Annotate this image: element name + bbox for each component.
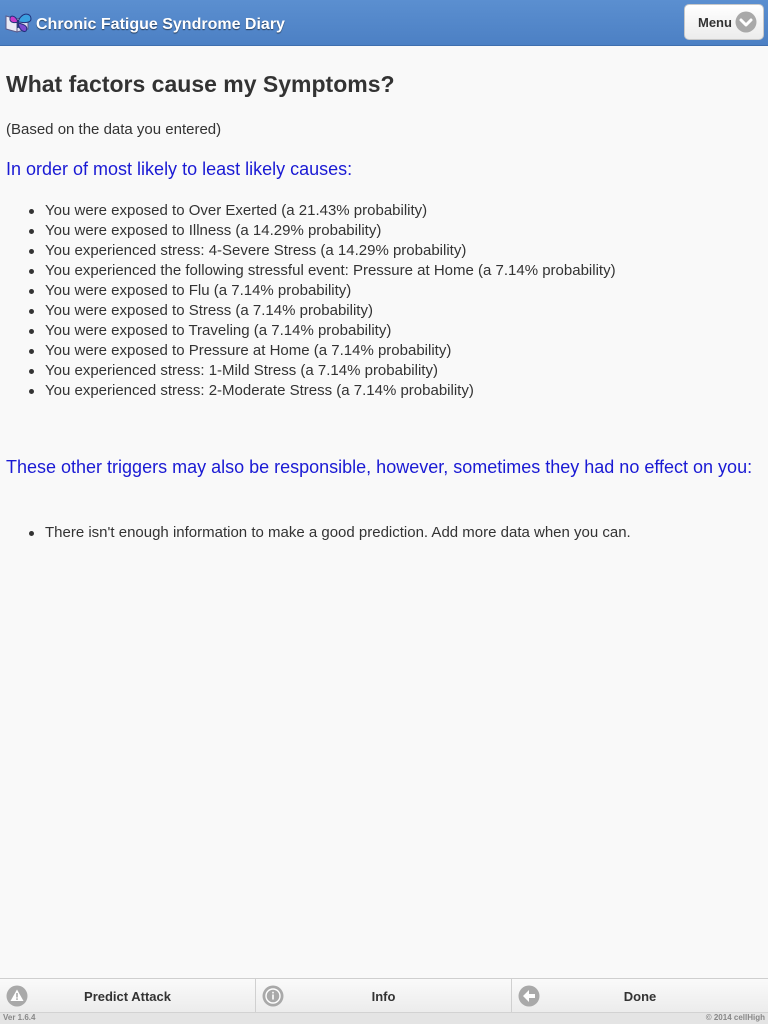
other-triggers-heading: These other triggers may also be responsible, however, sometimes they had no effect on you: [6, 457, 753, 477]
cause-item: You experienced stress: 4-Severe Stress (a 14.29% probability) [45, 241, 616, 261]
predict-attack-button[interactable] [0, 979, 256, 1013]
cause-item: You were exposed to Traveling (a 7.14% probability) [45, 321, 616, 341]
copyright-text: © 2014 cellHigh [705, 1013, 765, 1022]
cause-item: You were exposed to Illness (a 14.29% probability) [45, 221, 616, 241]
done-label: Done [623, 989, 657, 1004]
cause-item: You experienced the following stressful event: Pressure at Home (a 7.14% probability) [45, 262, 616, 279]
other-triggers-list [0, 523, 631, 543]
cause-item: You were exposed to Stress (a 7.14% probability) [45, 301, 616, 321]
causes-list [0, 201, 616, 401]
page-subtitle: (Based on the data you entered) [6, 121, 222, 138]
header-bar [0, 0, 768, 46]
cause-item: You were exposed to Pressure at Home (a 7.14% probability) [45, 341, 616, 361]
cause-item: You experienced stress: 1-Mild Stress (a 7.14% probability) [45, 361, 616, 381]
cause-item: You experienced stress: 2-Moderate Stress (a 7.14% probability) [45, 381, 616, 401]
causes-heading: In order of most likely to least likely causes: [6, 159, 353, 179]
version-text: Ver 1.6.4 [3, 1013, 36, 1022]
menu-button[interactable] [684, 4, 764, 40]
info-label: Info [371, 989, 396, 1004]
other-trigger-item: There isn't enough information to make a good prediction. Add more data when you can. [45, 524, 631, 541]
cause-item: You were exposed to Flu (a 7.14% probability) [45, 281, 616, 301]
page-title: What factors cause my Symptoms? [6, 71, 395, 97]
menu-button-label: Menu [698, 15, 732, 30]
done-button[interactable] [512, 979, 768, 1013]
info-button[interactable] [256, 979, 512, 1013]
chevron-down-circle-icon [735, 11, 757, 33]
footer-tab-bar [0, 978, 768, 1012]
predict-attack-label: Predict Attack [84, 989, 171, 1004]
butterfly-book-icon [4, 10, 34, 34]
app-title: Chronic Fatigue Syndrome Diary [36, 16, 285, 33]
status-bar [0, 1012, 768, 1024]
cause-item: You were exposed to Over Exerted (a 21.43% probability) [45, 201, 616, 221]
